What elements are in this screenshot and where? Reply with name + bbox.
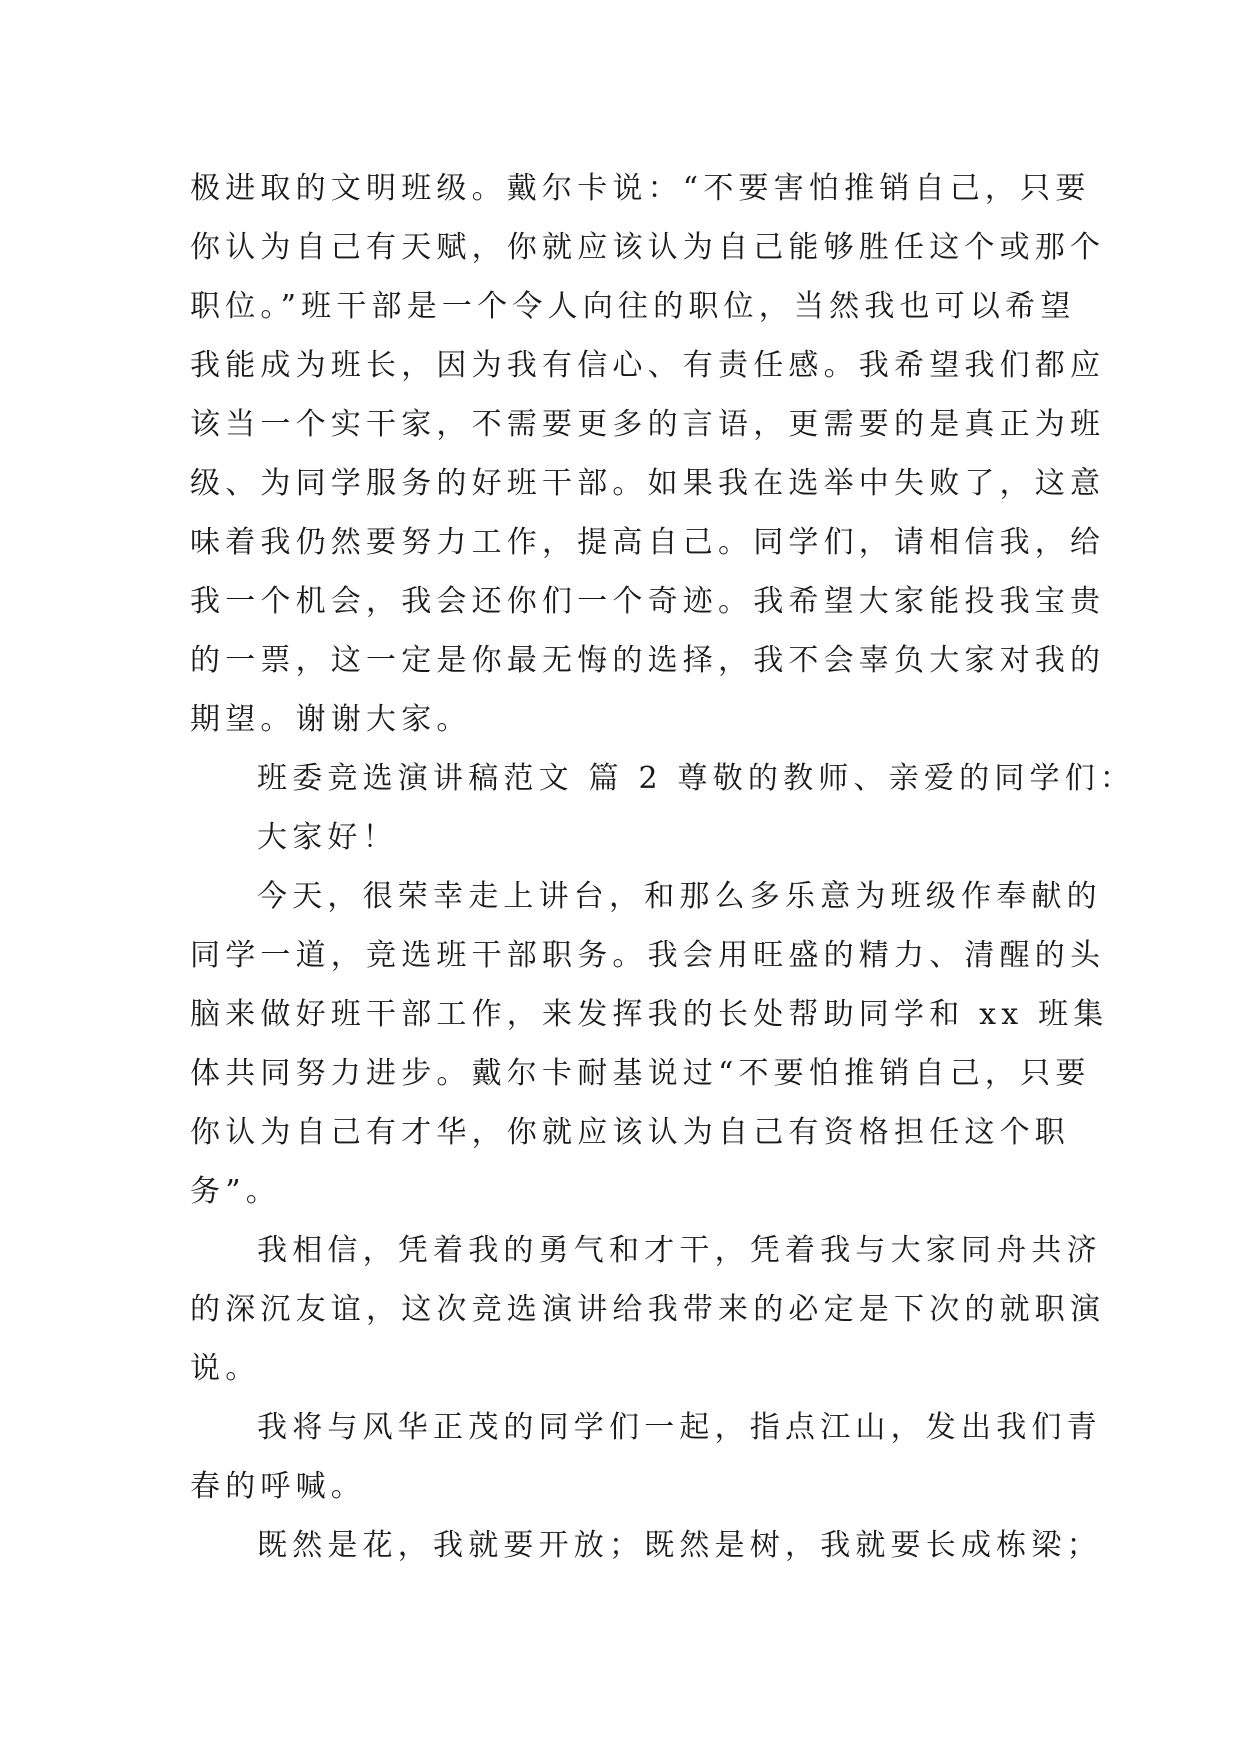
text-line: 极进取的文明班级。戴尔卡说：“不要害怕推销自己，只要	[190, 171, 1091, 206]
text-line: 该当一个实干家，不需要更多的言语，更需要的是真正为班	[190, 407, 1106, 442]
paragraph-start: 既然是花，我就要开放；既然是树，我就要长成栋梁；	[257, 1528, 1102, 1563]
text-line: 味着我仍然要努力工作，提高自己。同学们，请相信我，给	[190, 525, 1106, 560]
paragraph-start: 我将与风华正茂的同学们一起，指点江山，发出我们青	[257, 1410, 1102, 1445]
text-line: 脑来做好班干部工作，来发挥我的长处帮助同学和 xx 班集	[190, 997, 1109, 1032]
text-line: 期望。谢谢大家。	[190, 702, 472, 737]
text-line: 说。	[190, 1351, 261, 1386]
text-line: 级、为同学服务的好班干部。如果我在选举中失败了，这意	[190, 466, 1106, 501]
text-line: 我一个机会，我会还你们一个奇迹。我希望大家能投我宝贵	[190, 584, 1106, 619]
text-line: 你认为自己有天赋，你就应该认为自己能够胜任这个或那个	[190, 230, 1106, 265]
text-line: 春的呼喊。	[190, 1469, 366, 1504]
text-line: 你认为自己有才华，你就应该认为自己有资格担任这个职	[190, 1115, 1070, 1150]
text-line: 同学一道，竞选班干部职务。我会用旺盛的精力、清醒的头	[190, 938, 1106, 973]
text-line: 体共同努力进步。戴尔卡耐基说过“不要怕推销自己，只要	[190, 1056, 1091, 1091]
text-line: 的一票，这一定是你最无悔的选择，我不会辜负大家对我的	[190, 643, 1106, 678]
text-line: 的深沉友谊，这次竞选演讲给我带来的必定是下次的就职演	[190, 1292, 1106, 1327]
document-body	[190, 159, 1136, 1575]
text-line: 我能成为班长，因为我有信心、有责任感。我希望我们都应	[190, 348, 1106, 383]
paragraph-start: 我相信，凭着我的勇气和才干，凭着我与大家同舟共济	[257, 1233, 1102, 1268]
greeting-line: 大家好！	[257, 820, 398, 855]
text-line: 务”。	[190, 1174, 281, 1209]
section-heading: 班委竞选演讲稿范文 篇 2 尊敬的教师、亲爱的同学们：	[257, 761, 1136, 796]
paragraph-start: 今天，很荣幸走上讲台，和那么多乐意为班级作奉献的	[257, 879, 1102, 914]
text-line: 职位。”班干部是一个令人向往的职位，当然我也可以希望	[190, 289, 1076, 324]
